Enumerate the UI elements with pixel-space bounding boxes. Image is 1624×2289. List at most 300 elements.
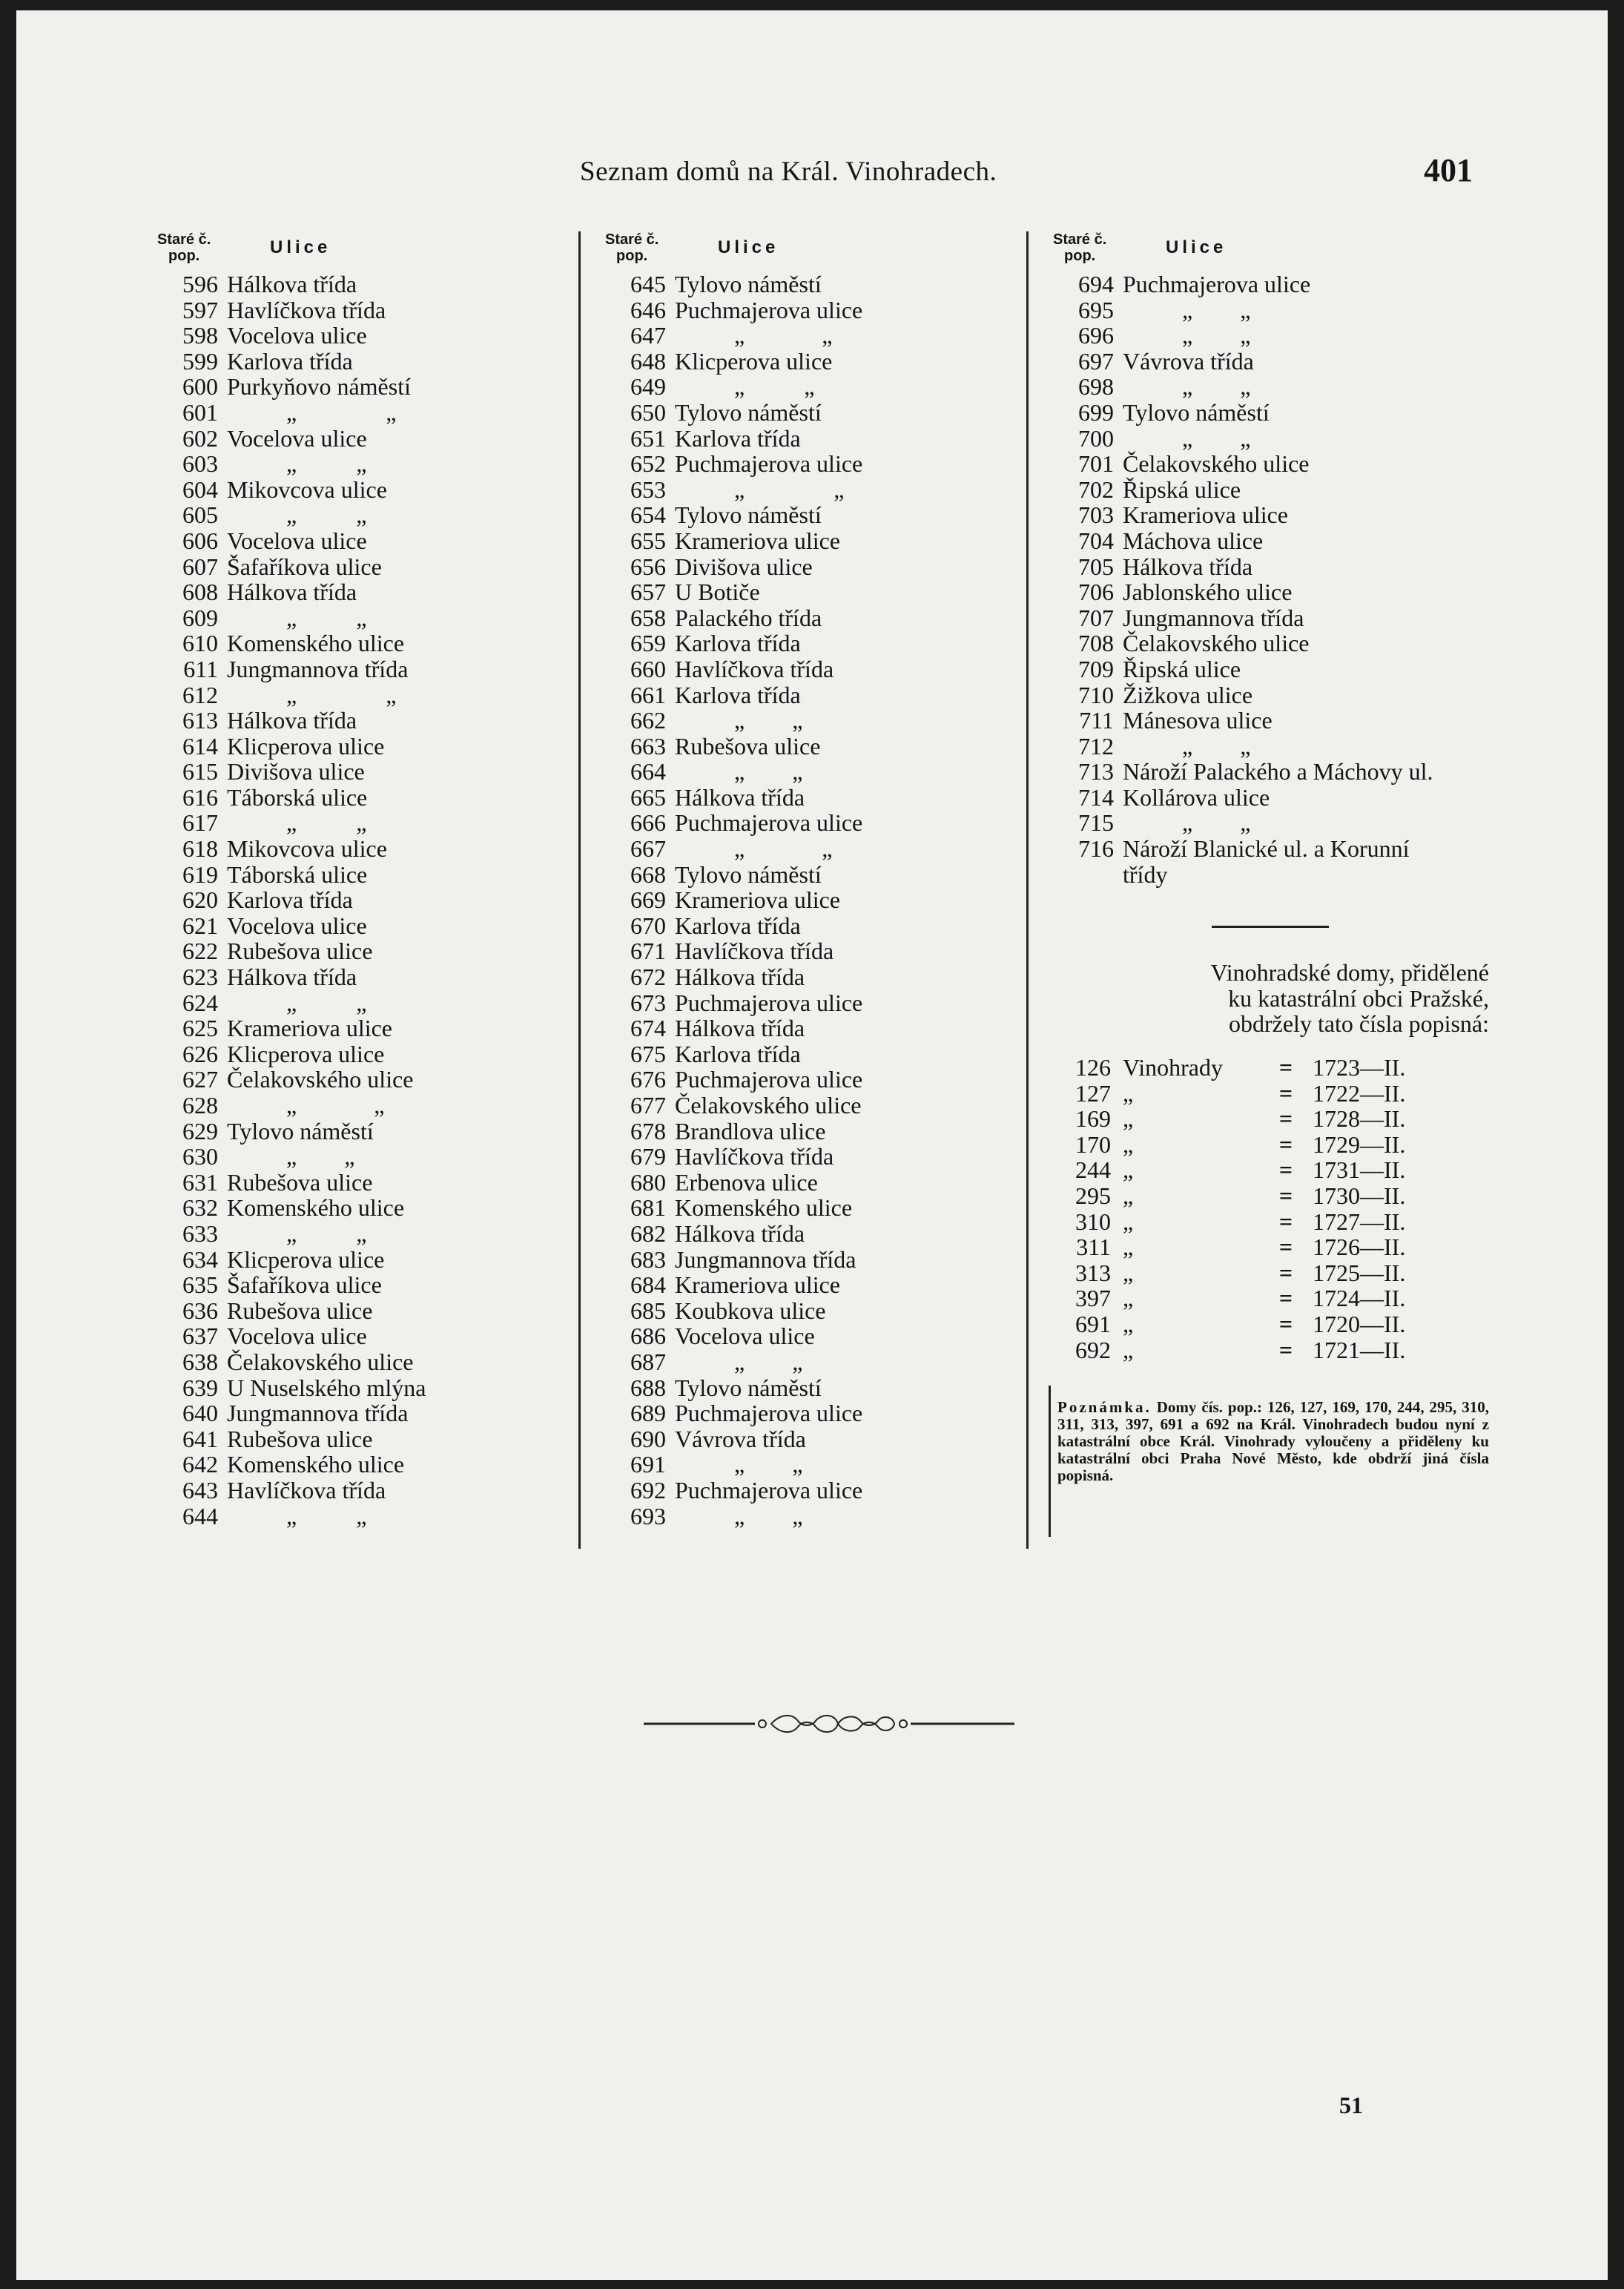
number-header: Staré č. pop. [1053,231,1107,264]
street-name: Havlíčkova třída [675,1143,834,1170]
list-item [144,656,559,682]
place-name: „ [1123,1285,1134,1312]
concordance-row [1057,1209,1517,1235]
equals-sign: = [1278,1336,1293,1363]
concordance-row [1057,1311,1517,1337]
list-item [592,554,1007,580]
equals-sign: = [1278,1234,1293,1261]
list-item [592,426,1007,452]
street-name: Vocelova ulice [227,1323,367,1350]
list-item [144,1144,559,1170]
house-number: 604 [182,475,218,503]
book-page [16,10,1608,2280]
place-name: „ [1123,1182,1134,1209]
street-name: Jungmannova třída [227,655,409,682]
list-item [1040,554,1514,580]
page-number: 401 [1424,152,1473,188]
street-name: „ „ [675,322,833,349]
equals-sign: = [1278,1156,1293,1184]
list-item [592,759,1007,785]
list-item [592,1272,1007,1298]
list-item [144,502,559,528]
old-number: 310 [1075,1208,1111,1235]
house-number: 601 [182,398,218,426]
house-number: 607 [182,553,218,580]
street-name: „ „ [675,835,833,863]
list-item [1040,528,1514,554]
column-header [144,225,559,271]
list-item [1040,349,1514,375]
house-number: 709 [1078,655,1114,682]
street-name: Karlova třída [675,912,801,939]
house-number: 622 [182,938,218,965]
list-item [592,913,1007,939]
house-number: 687 [630,1348,666,1375]
new-number: 1724—II. [1313,1285,1406,1312]
house-number: 659 [630,630,666,657]
street-name: Karlova třída [675,681,801,708]
list-item [592,785,1007,811]
house-number: 629 [182,1117,218,1144]
column-2 [592,225,1007,1529]
list-item [1040,630,1514,656]
street-name: Šafaříkova ulice [227,553,382,580]
street-name: Brandlova ulice [675,1117,826,1144]
place-name: „ [1123,1336,1134,1363]
old-number: 169 [1075,1105,1111,1133]
house-number: 600 [182,373,218,401]
column-header [592,225,1007,271]
list-item [144,1323,559,1349]
house-number: 698 [1078,373,1114,401]
list-item [592,374,1007,400]
old-number: 244 [1075,1156,1111,1184]
list-item [592,1067,1007,1093]
street-name: Puchmajerova ulice [675,1476,863,1504]
house-number: 690 [630,1425,666,1452]
place-name: „ [1123,1259,1134,1286]
street-name: Řipská ulice [1123,655,1241,682]
house-number: 644 [182,1502,218,1529]
street-name: „ „ [1123,322,1251,349]
list-item [592,1144,1007,1170]
house-number: 672 [630,964,666,991]
house-number: 660 [630,655,666,682]
list-item [592,682,1007,708]
house-number: 697 [1078,347,1114,375]
place-name: „ [1123,1130,1134,1158]
street-name: Klicperova ulice [227,1245,385,1273]
street-name: Táborská ulice [227,783,368,811]
house-number: 710 [1078,681,1114,708]
street-name: Jungmannova třída [227,1400,409,1427]
list-item [144,477,559,503]
new-number: 1721—II. [1313,1336,1406,1363]
list-item [592,964,1007,990]
house-number: 670 [630,912,666,939]
street-name: Karlova třída [227,886,353,914]
house-number: 693 [630,1502,666,1529]
house-number: 626 [182,1040,218,1067]
street-name: „ „ [227,501,367,529]
list-item [592,1452,1007,1478]
house-number: 653 [630,475,666,503]
street-name: Havlíčkova třída [227,1476,386,1504]
street-name: Žižkova ulice [1123,681,1253,708]
list-item [144,1170,559,1196]
street-name: Vávrova třída [1123,347,1254,375]
list-item [144,913,559,939]
street-name: U Botiče [675,579,760,606]
new-number: 1723—II. [1313,1054,1406,1081]
street-name: Komenského ulice [227,1194,405,1222]
street-name: Hálkova třída [675,1015,805,1042]
street-name: Hálkova třída [675,783,805,811]
house-number: 668 [630,860,666,888]
street-name: „ „ [1123,809,1251,837]
house-number: 655 [630,527,666,554]
list-item [592,836,1007,862]
footnote [1057,1399,1489,1484]
place-name: „ [1123,1208,1134,1235]
street-name: „ „ [227,450,367,478]
old-number: 127 [1075,1079,1111,1107]
street-name: Čelakovského ulice [1123,630,1310,657]
list-item [592,1504,1007,1529]
street-name: „ „ [227,1092,385,1119]
street-name: Čelakovského ulice [227,1348,414,1375]
house-number: 707 [1078,604,1114,631]
old-number: 313 [1075,1259,1111,1286]
street-name: „ „ [227,398,397,426]
house-number: 606 [182,527,218,554]
list-item [592,1221,1007,1247]
house-number: 640 [182,1400,218,1427]
list-item [144,1478,559,1504]
list-item [144,554,559,580]
house-number: 618 [182,835,218,863]
street-name: Mikovcova ulice [227,835,387,863]
street-name: Mikovcova ulice [227,475,387,503]
street-name: „ „ [675,1451,803,1478]
house-number: 615 [182,758,218,785]
street-name: Tylovo náměstí [675,501,822,529]
street-name: U Nuselského mlýna [227,1374,426,1401]
street-name: Puchmajerova ulice [675,989,863,1016]
concordance-row [1057,1285,1517,1311]
street-name: Rubešova ulice [227,1168,373,1196]
new-number: 1730—II. [1313,1182,1406,1209]
street-name: Táborská ulice [227,860,368,888]
street-name: Krameriova ulice [227,1015,392,1042]
house-number: 680 [630,1168,666,1196]
street-name: Krameriova ulice [1123,501,1288,529]
list-item [144,297,559,323]
house-number: 679 [630,1143,666,1170]
street-name: Hálkova třída [227,964,357,991]
list-item [1040,605,1514,631]
concordance-row [1057,1260,1517,1286]
street-name: „ „ [227,1502,367,1529]
list-item [144,682,559,708]
house-number [1040,862,1123,888]
list-item [1040,810,1514,836]
street-name: Karlova třída [675,424,801,452]
list-item [144,1298,559,1324]
house-number: 608 [182,579,218,606]
equals-sign: = [1278,1130,1293,1158]
street-name: Puchmajerova ulice [675,1400,863,1427]
house-number: 596 [182,271,218,297]
house-number: 650 [630,398,666,426]
house-number: 631 [182,1168,218,1196]
list-item [592,1298,1007,1324]
house-number: 704 [1078,527,1114,554]
street-name: Hálkova třída [675,1219,805,1247]
street-name: „ „ [675,707,803,734]
house-number: 625 [182,1015,218,1042]
street-name: Jungmannova třída [675,1245,856,1273]
house-number: 598 [182,322,218,349]
house-number: 685 [630,1297,666,1324]
concordance-row [1057,1055,1517,1081]
street-name: „ „ [675,1502,803,1529]
list-item [592,1041,1007,1067]
house-number: 613 [182,707,218,734]
street-name: Šafaříkova ulice [227,1271,382,1299]
list-item [592,1170,1007,1196]
list-item [144,836,559,862]
list-item [592,271,1007,297]
new-number: 1720—II. [1313,1310,1406,1337]
new-number: 1728—II. [1313,1105,1406,1133]
house-number: 702 [1078,475,1114,503]
house-number: 706 [1078,579,1114,606]
house-number: 605 [182,501,218,529]
street-name: Tylovo náměstí [1123,398,1270,426]
house-number: 616 [182,783,218,811]
street-name: Puchmajerova ulice [675,809,863,837]
list-item [144,1195,559,1221]
list-item [144,1349,559,1375]
street-name: Vocelova ulice [227,322,367,349]
house-number: 649 [630,373,666,401]
house-number: 639 [182,1374,218,1401]
place-name: „ [1123,1156,1134,1184]
list-item [144,400,559,426]
house-number: 684 [630,1271,666,1299]
street-name: Tylovo náměstí [675,398,822,426]
house-number: 647 [630,322,666,349]
concordance-table [1057,1055,1517,1363]
concordance-row [1057,1132,1517,1158]
list-item [144,990,559,1016]
house-number: 700 [1078,424,1114,452]
street-name: Tylovo náměstí [675,1374,822,1401]
house-number: 671 [630,938,666,965]
street-name: Koubkova ulice [675,1297,826,1324]
sheet-number: 51 [1339,2092,1363,2118]
house-number: 696 [1078,322,1114,349]
house-number: 683 [630,1245,666,1273]
list-item [144,374,559,400]
street-name: Havlíčkova třída [227,296,386,323]
list-item [1040,579,1514,605]
street-name: Komenského ulice [675,1194,853,1222]
concordance-row [1057,1337,1517,1363]
list-item [592,323,1007,349]
list-item [144,1504,559,1529]
list-item [144,1247,559,1273]
house-number: 662 [630,707,666,734]
place-name: „ [1123,1234,1134,1261]
place-name: „ [1123,1105,1134,1133]
list-item [592,528,1007,554]
street-name: Karlova třída [675,630,801,657]
house-number: 682 [630,1219,666,1247]
equals-sign: = [1278,1285,1293,1312]
street-name: Nároží Blanické ul. a Korunní [1123,835,1410,863]
house-number: 712 [1078,732,1114,760]
house-number: 632 [182,1194,218,1222]
street-name: „ „ [227,809,367,837]
place-name: Vinohrady [1123,1054,1223,1081]
house-number: 628 [182,1092,218,1119]
street-name: Karlova třída [227,347,353,375]
equals-sign: = [1278,1259,1293,1286]
old-number: 397 [1075,1285,1111,1312]
house-number: 630 [182,1143,218,1170]
equals-sign: = [1278,1105,1293,1133]
list-item [144,349,559,375]
list-item [1040,502,1514,528]
street-name: Tylovo náměstí [227,1117,374,1144]
street-header: Ulice [718,237,779,257]
street-name: „ „ [227,1219,367,1247]
list-item [144,785,559,811]
house-number: 673 [630,989,666,1016]
street-name: Řipská ulice [1123,475,1241,503]
street-name: třídy [1123,860,1168,888]
house-number: 599 [182,347,218,375]
list-item [144,734,559,760]
list-item [144,810,559,836]
house-number: 642 [182,1451,218,1478]
street-name: Komenského ulice [227,630,405,657]
street-header: Ulice [1166,237,1227,257]
list-item [144,426,559,452]
house-number: 681 [630,1194,666,1222]
street-name: Klicperova ulice [675,347,833,375]
house-number: 621 [182,912,218,939]
new-number: 1722—II. [1313,1079,1406,1107]
house-number: 678 [630,1117,666,1144]
list-item [144,1221,559,1247]
street-name: Puchmajerova ulice [1123,271,1311,297]
street-name: „ „ [675,1348,803,1375]
house-number: 603 [182,450,218,478]
street-name: Čelakovského ulice [1123,450,1310,478]
list-item [592,579,1007,605]
list-item [144,1041,559,1067]
house-number: 713 [1078,758,1114,785]
old-number: 691 [1075,1310,1111,1337]
street-name: Vocelova ulice [227,527,367,554]
house-number: 658 [630,604,666,631]
list-item [1040,323,1514,349]
column-1 [144,225,559,1529]
list-item [592,734,1007,760]
footnote-text: Domy čís. pop.: 126, 127, 169, 170, 244, 295, 310, 311, 313, 397, 691 a 692 na Král. Vinohradech budou nyní z katastrální obce Král. Vinohrady vyloučeny a přiděleny ku katastrální obci Praha Nové Město, kde obdrží jiná čísla popisná. [1057,1398,1489,1484]
street-name: Divišova ulice [227,758,365,785]
house-number: 652 [630,450,666,478]
new-number: 1726—II. [1313,1234,1406,1261]
house-list [144,271,559,1529]
street-name: „ „ [227,989,367,1016]
house-number: 669 [630,886,666,914]
street-name: „ „ [227,681,397,708]
house-number: 648 [630,347,666,375]
house-number: 635 [182,1271,218,1299]
house-number: 711 [1079,707,1114,734]
street-name: „ „ [675,373,815,401]
house-number: 602 [182,424,218,452]
street-name: Tylovo náměstí [675,271,822,297]
list-item [592,656,1007,682]
list-item [1040,785,1514,811]
house-number: 611 [183,655,218,682]
street-name: Hálkova třída [227,579,357,606]
house-list [592,271,1007,1529]
street-name: Hálkova třída [227,271,357,297]
list-item [1040,656,1514,682]
street-name: Divišova ulice [675,553,813,580]
house-number: 688 [630,1374,666,1401]
street-name: Klicperova ulice [227,1040,385,1067]
house-number: 715 [1078,809,1114,837]
list-item [1040,271,1514,297]
house-number: 714 [1078,783,1114,811]
house-number: 692 [630,1476,666,1504]
house-number: 620 [182,886,218,914]
house-number: 634 [182,1245,218,1273]
house-number: 689 [630,1400,666,1427]
list-item [144,938,559,964]
house-number: 656 [630,553,666,580]
list-item [144,323,559,349]
street-name: Puchmajerova ulice [675,450,863,478]
street-name: Rubešova ulice [227,938,373,965]
house-number: 624 [182,989,218,1016]
street-name: Purkyňovo náměstí [227,373,411,401]
list-item [592,1349,1007,1375]
house-number: 666 [630,809,666,837]
list-item [144,1452,559,1478]
house-number: 643 [182,1476,218,1504]
street-name: Vávrova třída [675,1425,806,1452]
street-name: Vocelova ulice [227,912,367,939]
house-number: 691 [630,1451,666,1478]
list-item [592,1015,1007,1041]
column-divider [578,231,581,1549]
list-item [144,605,559,631]
street-header: Ulice [270,237,331,257]
list-item [592,887,1007,913]
street-name: Puchmajerova ulice [675,296,863,323]
new-number: 1725—II. [1313,1259,1406,1286]
street-name: Krameriova ulice [675,886,840,914]
house-number: 614 [182,732,218,760]
